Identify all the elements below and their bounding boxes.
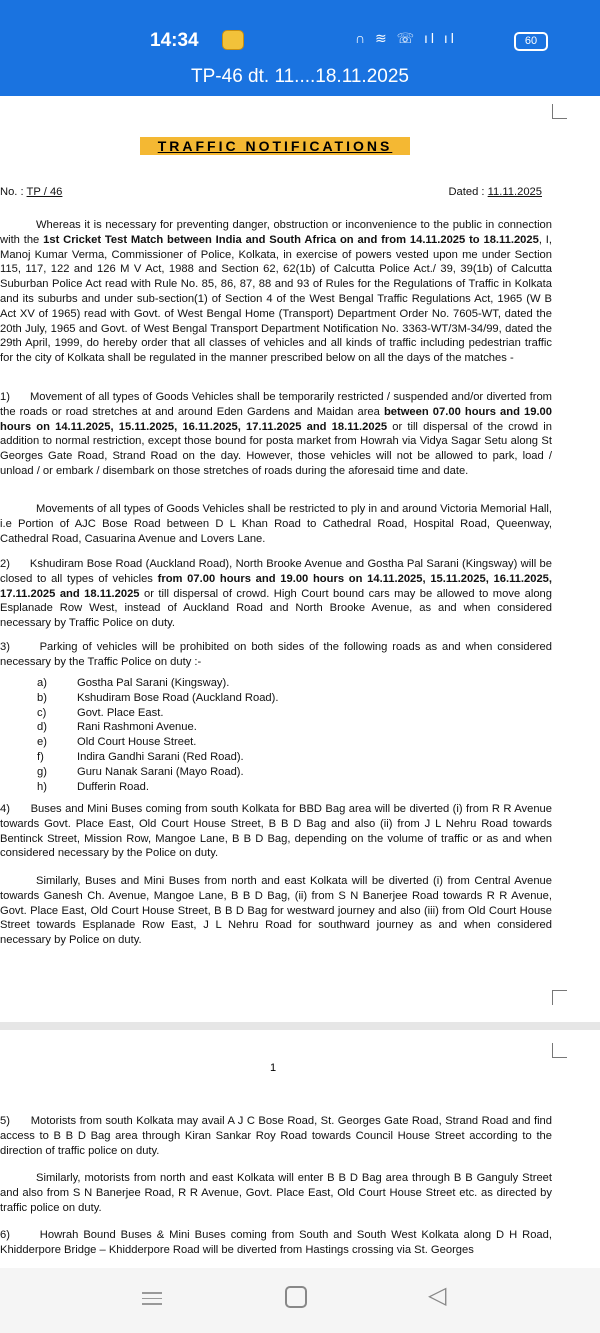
paragraph-6 — [0, 1228, 552, 1258]
list-item-text: Kshudiram Bose Road (Auckland Road). — [77, 691, 279, 704]
p6-text: Howrah Bound Buses & Mini Buses coming from South and South West Kolkata along D H Road, Khidderpore Bridge – Khidderpore Road will be diverted from Hastings crossing via St. Georges — [0, 1229, 552, 1256]
list-item — [37, 735, 278, 750]
status-bar — [0, 0, 600, 62]
page-separator — [0, 1022, 600, 1030]
p3-number: 3) — [0, 641, 10, 653]
list-item-text: Indira Gandhi Sarani (Red Road). — [77, 750, 244, 763]
list-item — [37, 720, 278, 735]
page-corner-mark — [552, 1043, 567, 1058]
p5-text: Motorists from south Kolkata may avail A J C Bose Road, St. Georges Gate Road, Strand Road and find access to B B D Bag area through Kiran Sankar Roy Road towards Council House Street according to the direction of traffic police on duty. — [0, 1115, 552, 1157]
intro-text-2: , I, Manoj Kumar Verma, Commissioner of Police, Kolkata, in exercise of powers vested upon me under Section 115, 117, 122 and 126 M V Act, 1988 and Section 62, 62(1b) of Calcutta Police Act./ 39, 39(1b) of Calcutta Suburban Police Act read with Rule No. 85, 86, 87, 88 and 93 of Rules for the Regulations of Traffic in Kolkata and its suburbs and under sub-section(1) of Section 4 of the West Bengal Traffic Regulations Act, 1965 (W B Act XV of 1965) read with Govt. of West Bengal Home (Transport) Department Order No. 7605-WT, dated the 20th July, 1965 and Govt. of West Bengal Transport Department Notification No. 3363-WT/3M-34/99, dated the 29th April, 1999, do hereby order that all classes of vehicles and all kinds of traffic including pedestrian traffic for the city of Kolkata shall be regulated in the manner prescribed below on all the days of the matches - — [0, 233, 553, 365]
paragraph-5 — [0, 1114, 552, 1158]
page-corner-mark — [552, 990, 567, 1005]
p2-bold: from 07.00 hours and 19.00 hours on 14.11.2025, 15.11.2025, 16.11.2025, 17.11.2025 and 18.11.2025 — [0, 572, 552, 600]
p1-bold: between 07.00 hours and 19.00 hours on 14.11.2025, 15.11.2025, 16.11.2025, 17.11.2025 and 18.11.2025 — [0, 405, 552, 433]
paragraph-1-continued — [0, 502, 552, 546]
recent-apps-icon[interactable] — [142, 1288, 162, 1308]
p3-text: Parking of vehicles will be prohibited on both sides of the following roads as and when considered necessary by the Traffic Police on duty :- — [0, 641, 552, 668]
battery-icon: 60 — [514, 32, 548, 51]
back-icon[interactable]: ◁ — [428, 1282, 447, 1309]
p1-continued-text: Movements of all types of Goods Vehicles shall be restricted to ply in and around Victoria Memorial Hall, i.e Portion of AJC Bose Road between D L Khan Road to Cathedral Road, Hospital Road, Queenway, Cathedral Road, Casuarina Avenue and Lovers Lane. — [0, 503, 552, 545]
document-title-bar[interactable]: TP-46 dt. 11....18.11.2025 — [0, 62, 600, 96]
dated-label: Dated : — [448, 186, 488, 198]
paragraph-4-continued — [0, 874, 552, 948]
p4-continued-text: Similarly, Buses and Mini Buses from north and east Kolkata will be diverted (i) from Central Avenue towards Ganesh Ch. Avenue, Mangoe Lane, B B D Bag, (ii) from S N Banerjee Road towards R R Avenue, Govt. Place East, Old Court House Street, B B D Bag for westward journey and also (iii) from Old Court House Street towards Esplanade Row East, J L Nehru Road for southward journey as and when considered necessary by Police on duty. — [0, 875, 552, 947]
list-item-label: d) — [37, 721, 47, 734]
intro-paragraph — [0, 218, 552, 366]
home-icon[interactable] — [285, 1286, 307, 1308]
dated-value: 11.11.2025 — [487, 186, 542, 198]
list-item-label: f) — [37, 750, 44, 763]
list-item — [37, 765, 278, 780]
intro-text-1: Whereas it is necessary for preventing danger, obstruction or inconvenience to the public in connection with the — [0, 219, 552, 246]
list-item-text: Gostha Pal Sarani (Kingsway). — [77, 677, 230, 689]
list-item-text: Rani Rashmoni Avenue. — [77, 721, 197, 734]
list-item-text: Govt. Place East. — [77, 706, 164, 719]
page-corner-mark — [552, 104, 567, 119]
intro-bold: 1st Cricket Test Match between India and South Africa on and from 14.11.2025 to 18.11.2025 — [43, 233, 539, 246]
list-item-text: Guru Nanak Sarani (Mayo Road). — [77, 765, 244, 778]
list-item-label: h) — [37, 780, 47, 793]
list-item — [37, 706, 278, 721]
page-number: 1 — [270, 1062, 277, 1074]
list-item-label: e) — [37, 736, 47, 749]
list-item — [37, 780, 278, 795]
list-item-label: c) — [37, 706, 47, 719]
signal-wifi-icons: ∩ ≋ ☏ ıl ıl — [355, 30, 457, 46]
list-item — [37, 750, 278, 765]
p1-text-b: or till dispersal of the crowd in addition to normal restriction, except those bound for posta market from Howrah via Vidya Sagar Setu along St Georges Gate Road, Strand Road on the day. However, those vehicles will not be allowed to park, load / unload / or embark / disembark on those stretches of roads during the aforesaid time and date. — [0, 420, 552, 477]
paragraph-3 — [0, 640, 552, 670]
paragraph-1 — [0, 390, 552, 479]
paragraph-4 — [0, 802, 552, 861]
p4-text: Buses and Mini Buses coming from south Kolkata for BBD Bag area will be diverted (i) from R R Avenue towards Govt. Place East, Old Court House Street, B B D Bag and also (ii) from J L Nehru Road towards Bentinck Street, Mission Row, Mangoe Lane, B B D Bag, depending on the volume of traffic or as and when considered necessary by the Police on duty. — [0, 803, 552, 860]
no-parking-road-list — [37, 676, 278, 794]
p2-text-b: or till dispersal of crowd. High Court bound cars may be allowed to move along Esplanade Row West, instead of Auckland Road and North Brooke Avenue, as and when considered necessary by Traffic Police on duty. — [0, 587, 552, 630]
list-item-label: g) — [37, 765, 47, 778]
p1-text-a: Movement of all types of Goods Vehicles shall be temporarily restricted / suspended and/or diverted from the roads or road stretches at and around Eden Gardens and Maidan area — [0, 391, 552, 418]
p1-number: 1) — [0, 391, 10, 403]
p4-number: 4) — [0, 803, 10, 815]
list-item — [37, 691, 278, 706]
system-navigation-bar — [0, 1268, 600, 1333]
p2-number: 2) — [0, 558, 10, 570]
paragraph-5-continued — [0, 1171, 552, 1215]
p5-continued-text: Similarly, motorists from north and east Kolkata will enter B B D Bag area through B B Ganguly Street and also from S N Banerjee Road, R R Avenue, Govt. Place East, Old Court House Street etc. as directed by traffic police on duty. — [0, 1172, 552, 1214]
p6-number: 6) — [0, 1229, 10, 1241]
document-heading: TRAFFIC NOTIFICATIONS — [140, 137, 410, 155]
status-time: 14:34 — [150, 30, 199, 51]
list-item — [37, 676, 278, 691]
paragraph-2 — [0, 557, 552, 631]
no-label: No. : — [0, 186, 27, 198]
reference-line — [0, 185, 548, 200]
list-item-label: b) — [37, 691, 47, 704]
p5-number: 5) — [0, 1115, 10, 1127]
no-value: TP / 46 — [26, 186, 63, 198]
notification-emoji-icon — [222, 30, 244, 50]
list-item-text: Dufferin Road. — [77, 780, 149, 793]
p2-text-a: Kshudiram Bose Road (Auckland Road), North Brooke Avenue and Gostha Pal Sarani (Kingsway) will be closed to all types of vehicles — [0, 558, 552, 585]
list-item-text: Old Court House Street. — [77, 736, 197, 749]
list-item-label: a) — [37, 677, 47, 689]
